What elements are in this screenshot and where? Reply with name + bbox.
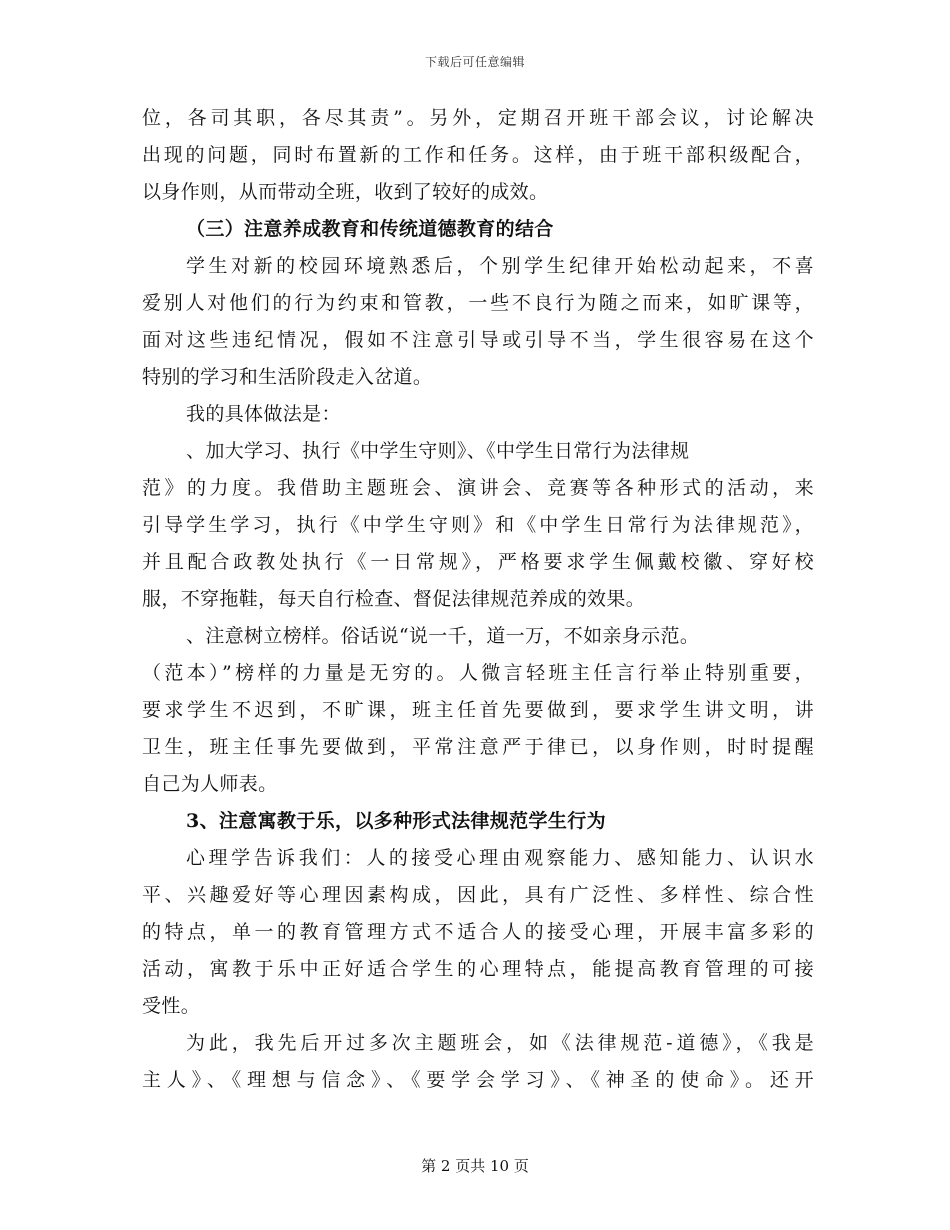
page-header: 下载后可任意编辑 [424,55,525,69]
text-line: 以身作则，从而带动全班，收到了较好的成效。 [142,181,549,203]
text-line: 要求学生不迟到，不旷课，班主任首先要做到，要求学生讲文明，讲 [142,699,814,721]
text-line: 特别的学习和生活阶段走入岔道。 [142,366,433,388]
section-heading: 3、注意寓教于乐，以多种形式法律规范学生行为 [186,810,606,832]
text-line: 范》的力度。我借助主题班会、演讲会、竞赛等各种形式的活动，来 [142,477,814,499]
text-line: 平、兴趣爱好等心理因素构成，因此，具有广泛性、多样性、综合性 [142,884,814,906]
body-text [142,100,814,1099]
text-line: （范本）”榜样的力量是无穷的。人微言轻班主任言行举止特别重要， [142,662,814,684]
text-line: 面对这些违纪情况，假如不注意引导或引导不当，学生很容易在这个 [142,329,814,351]
text-line: 心理学告诉我们：人的接受心理由观察能力、感知能力、认识水 [186,847,814,869]
text-line: 为此，我先后开过多次主题班会，如《法律规范-道德》，《我是 [186,1032,814,1054]
text-line: 自己为人师表。 [142,773,278,795]
page-number: 第 2 页共 10 页 [421,1157,529,1175]
text-line: 并且配合政教处执行《一日常规》，严格要求学生佩戴校徽、穿好校 [142,551,814,573]
text-line: 爱别人对他们的行为约束和管教，一些不良行为随之而来，如旷课等， [142,292,814,314]
text-line: 、加大学习、执行《中学生守则》、《中学生日常行为法律规 [186,440,690,462]
text-line: 我的具体做法是： [186,403,341,425]
text-line: 引导学生学习，执行《中学生守则》和《中学生日常行为法律规范》， [142,514,814,536]
text-line: 服，不穿拖鞋，每天自行检查、督促法律规范养成的效果。 [142,588,646,610]
text-line: 出现的问题，同时布置新的工作和任务。这样，由于班干部积级配合， [142,144,814,166]
text-line: 的特点，单一的教育管理方式不适合人的接受心理，开展丰富多彩的 [142,921,814,943]
text-line: 位，各司其职，各尽其责”。另外，定期召开班干部会议，讨论解决 [142,107,814,129]
text-line: 受性。 [142,995,201,1017]
text-line: 活动，寓教于乐中正好适合学生的心理特点，能提高教育管理的可接 [142,958,814,980]
text-line: 卫生，班主任事先要做到，平常注意严于律已，以身作则，时时提醒 [142,736,814,758]
text-line: 主人》、《理想与信念》、《要学会学习》、《神圣的使命》。还开 [142,1069,814,1091]
section-heading: （三）注意养成教育和传统道德教育的结合 [186,218,554,240]
text-line: 学生对新的校园环境熟悉后，个别学生纪律开始松动起来，不喜 [186,255,814,277]
text-line: 、注意树立榜样。俗话说“说一千，道一万，不如亲身示范。 [186,625,700,647]
